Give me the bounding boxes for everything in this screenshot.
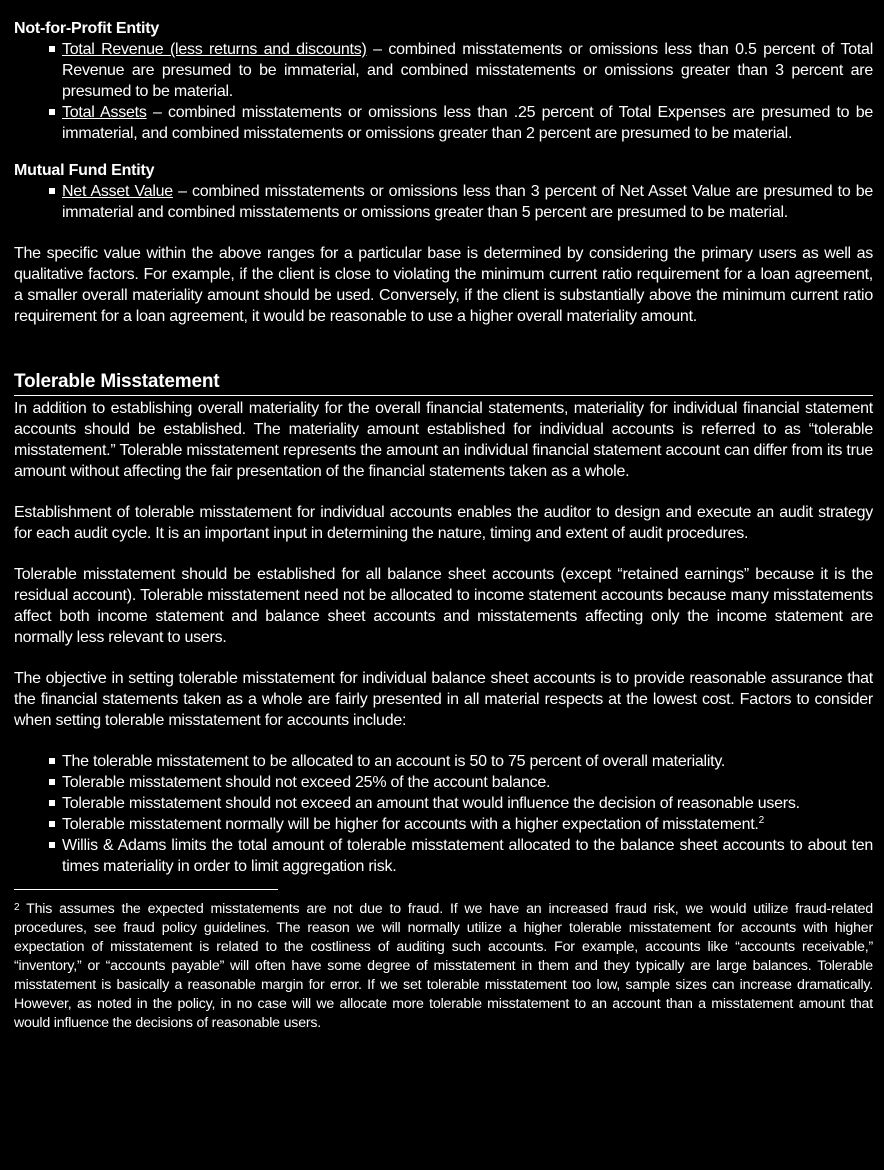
footnote-text: This assumes the expected misstatements are not due to fraud. If we have an increased fraud risk, we would utilize fraud-related procedures, see fraud policy guidelines. The reason we will normally utilize a higher tolerable misstatement for accounts with higher expectation of misstatement is related to the costliness of auditing such accounts. For example, accounts like “accounts receivable,” “inventory,” or “accounts payable” will often have some degree of misstatement in them and they typically are large balances. Tolerable misstatement is basically a reasonable margin for error. If we set tolerable misstatement too low, sample sizes can increase dramatically. However, as noted in the policy, in no case will we allocate more tolerable misstatement to an account than a misstatement amount that would influence the decisions of reasonable users.	[14, 901, 873, 1031]
mutual-fund-list	[14, 181, 873, 223]
total-revenue-text: – combined misstatements or omissions less than 0.5 percent of Total Revenue are presumed to be immaterial, and combined misstatements or omissions greater than 3 percent are presumed to be material.	[62, 41, 873, 100]
document-page	[14, 18, 873, 1033]
tolerable-paragraph-4: The objective in setting tolerable misstatement for individual balance sheet accounts is to provide reasonable assurance that the financial statements taken as a whole are fairly presented in all material respects at the lowest cost. Factors to consider when setting tolerable misstatement for accounts include:	[14, 670, 873, 729]
mutual-fund-heading: Mutual Fund Entity	[14, 162, 155, 179]
list-item: The tolerable misstatement to be allocated to an account is 50 to 75 percent of overall materiality.	[62, 751, 873, 772]
tolerable-paragraph-1: In addition to establishing overall materiality for the overall financial statements, materiality for individual financial statement accounts should be established. The materiality amount established for individual accounts is referred to as “tolerable misstatement.” Tolerable misstatement represents the amount an individual financial statement account can differ from its true amount without affecting the fair presentation of the financial statements taken as a whole.	[14, 400, 873, 480]
footnote-mark: 2	[14, 902, 20, 913]
footnote-divider	[14, 889, 278, 890]
tolerable-paragraph-3: Tolerable misstatement should be established for all balance sheet accounts (except “retained earnings” because it is the residual account). Tolerable misstatement need not be allocated to income statement accounts because many misstatements affect both income statement and balance sheet accounts and misstatements affecting only the income statement are normally less relevant to users.	[14, 566, 873, 646]
footnote-reference[interactable]: 2	[758, 815, 764, 826]
not-for-profit-heading: Not-for-Profit Entity	[14, 20, 160, 37]
total-revenue-term: Total Revenue (less returns and discounts)	[62, 41, 367, 58]
not-for-profit-list	[14, 39, 873, 144]
ranges-paragraph: The specific value within the above ranges for a particular base is determined by considering the primary users as well as qualitative factors. For example, if the client is close to violating the minimum current ratio requirement for a loan agreement, a smaller overall materiality amount should be used. Conversely, if the client is substantially above the minimum current ratio requirement for a loan agreement, it would be reasonable to use a higher overall materiality amount.	[14, 245, 873, 325]
list-item: Tolerable misstatement should not exceed 25% of the account balance.	[62, 772, 873, 793]
list-item	[62, 181, 873, 223]
list-item	[62, 102, 873, 144]
total-assets-term: Total Assets	[62, 104, 147, 121]
net-asset-value-term: Net Asset Value	[62, 183, 173, 200]
list-item	[62, 814, 873, 835]
footnote	[14, 898, 873, 1033]
list-item: Tolerable misstatement should not exceed an amount that would influence the decision of reasonable users.	[62, 793, 873, 814]
tolerable-misstatement-heading: Tolerable Misstatement	[14, 371, 873, 396]
total-assets-text: – combined misstatements or omissions less than .25 percent of Total Expenses are presumed to be immaterial, and combined misstatements or omissions greater than 2 percent are presumed to be material.	[62, 104, 874, 142]
factor-text: Tolerable misstatement normally will be higher for accounts with a higher expectation of misstatement.	[62, 816, 759, 833]
tolerable-paragraph-2: Establishment of tolerable misstatement for individual accounts enables the auditor to design and execute an audit strategy for each audit cycle. It is an important input in determining the nature, timing and extent of audit procedures.	[14, 504, 873, 542]
list-item	[62, 39, 873, 102]
list-item: Willis & Adams limits the total amount of tolerable misstatement allocated to the balance sheet accounts to about ten times materiality in order to limit aggregation risk.	[62, 837, 873, 875]
tolerable-factors-list	[14, 751, 873, 877]
net-asset-value-text: – combined misstatements or omissions less than 3 percent of Net Asset Value are presumed to be immaterial and combined misstatements or omissions greater than 5 percent are presumed to be material.	[62, 183, 874, 221]
